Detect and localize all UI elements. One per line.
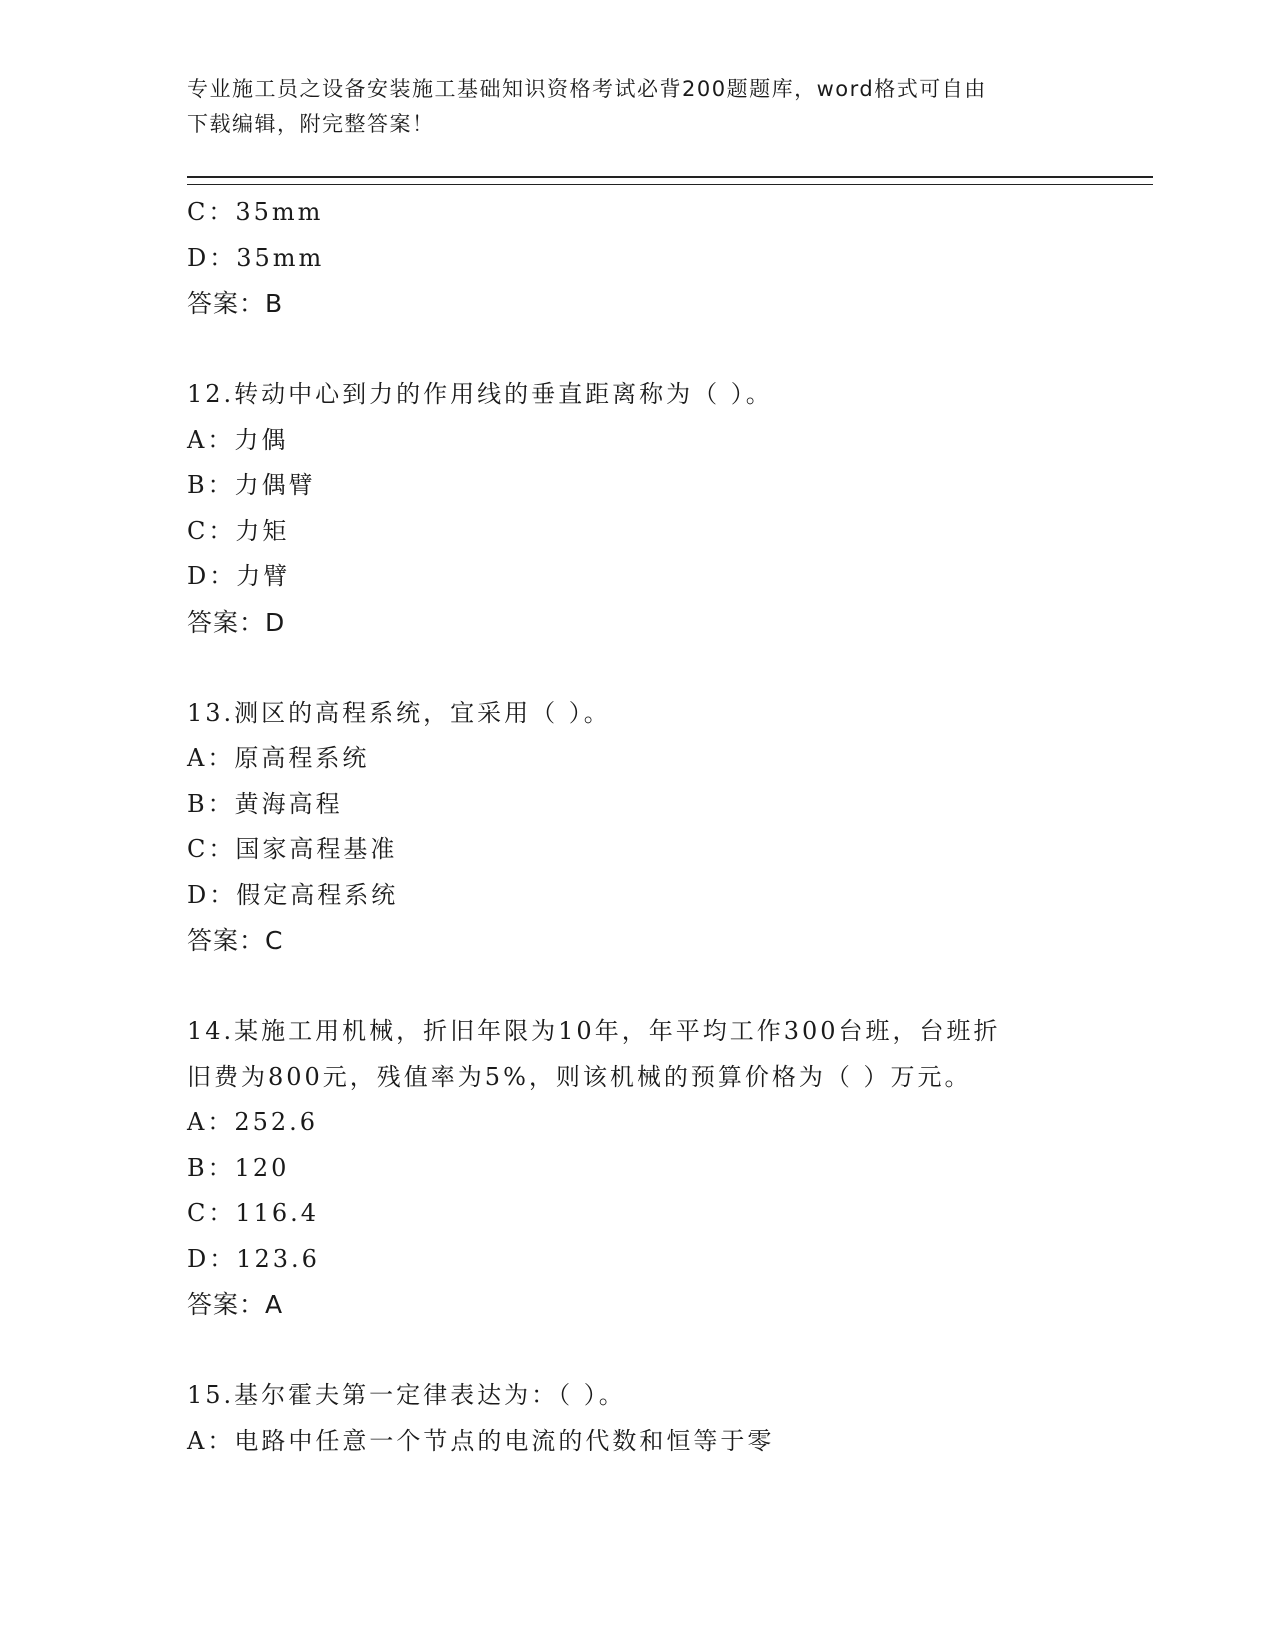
option-c: C：35mm bbox=[187, 198, 324, 226]
option-c: C：国家高程基准 bbox=[187, 835, 398, 863]
document-body bbox=[187, 190, 1087, 1464]
option-c: C：116.4 bbox=[187, 1199, 320, 1227]
option-a: A：原高程系统 bbox=[187, 744, 370, 772]
spacer bbox=[187, 327, 1087, 373]
option-b: B：120 bbox=[187, 1153, 290, 1182]
option-a: A：252.6 bbox=[187, 1108, 319, 1136]
question-stem: 12.转动中心到力的作用线的垂直距离称为（ ）。 bbox=[187, 380, 773, 408]
header-line-1: 专业施工员之设备安装施工基础知识资格考试必背200题题库，word格式可自由 bbox=[187, 77, 987, 101]
question-stem: 13.测区的高程系统，宜采用（ ）。 bbox=[187, 698, 611, 727]
answer: 答案：D bbox=[187, 607, 286, 637]
spacer bbox=[187, 964, 1087, 1010]
question-13 bbox=[187, 691, 1087, 964]
question-12 bbox=[187, 372, 1087, 645]
option-d: D：123.6 bbox=[187, 1244, 320, 1273]
header-divider bbox=[187, 176, 1153, 185]
header-line-2: 下载编辑，附完整答案！ bbox=[187, 112, 435, 136]
option-d: D：35mm bbox=[187, 243, 325, 272]
option-a: A：电路中任意一个节点的电流的代数和恒等于零 bbox=[187, 1426, 775, 1455]
option-b: B：黄海高程 bbox=[187, 789, 343, 818]
spacer bbox=[187, 645, 1087, 691]
question-11-tail bbox=[187, 190, 1087, 327]
question-14 bbox=[187, 1009, 1087, 1328]
answer: 答案：C bbox=[187, 926, 284, 955]
answer: 答案：A bbox=[187, 1290, 284, 1319]
document-header bbox=[187, 72, 1067, 142]
answer: 答案：B bbox=[187, 289, 284, 318]
option-b: B：力偶臂 bbox=[187, 471, 316, 499]
question-stem-continued: 旧费为800元，残值率为5%，则该机械的预算价格为（ ）万元。 bbox=[187, 1062, 972, 1091]
question-15 bbox=[187, 1373, 1087, 1464]
option-c: C：力矩 bbox=[187, 516, 290, 545]
option-d: D：假定高程系统 bbox=[187, 880, 399, 909]
option-a: A：力偶 bbox=[187, 425, 289, 454]
option-d: D：力臂 bbox=[187, 562, 291, 590]
question-stem: 15.基尔霍夫第一定律表达为：（ ）。 bbox=[187, 1381, 626, 1409]
question-stem: 14.某施工用机械，折旧年限为10年，年平均工作300台班，台班折 bbox=[187, 1017, 1001, 1045]
spacer bbox=[187, 1328, 1087, 1374]
